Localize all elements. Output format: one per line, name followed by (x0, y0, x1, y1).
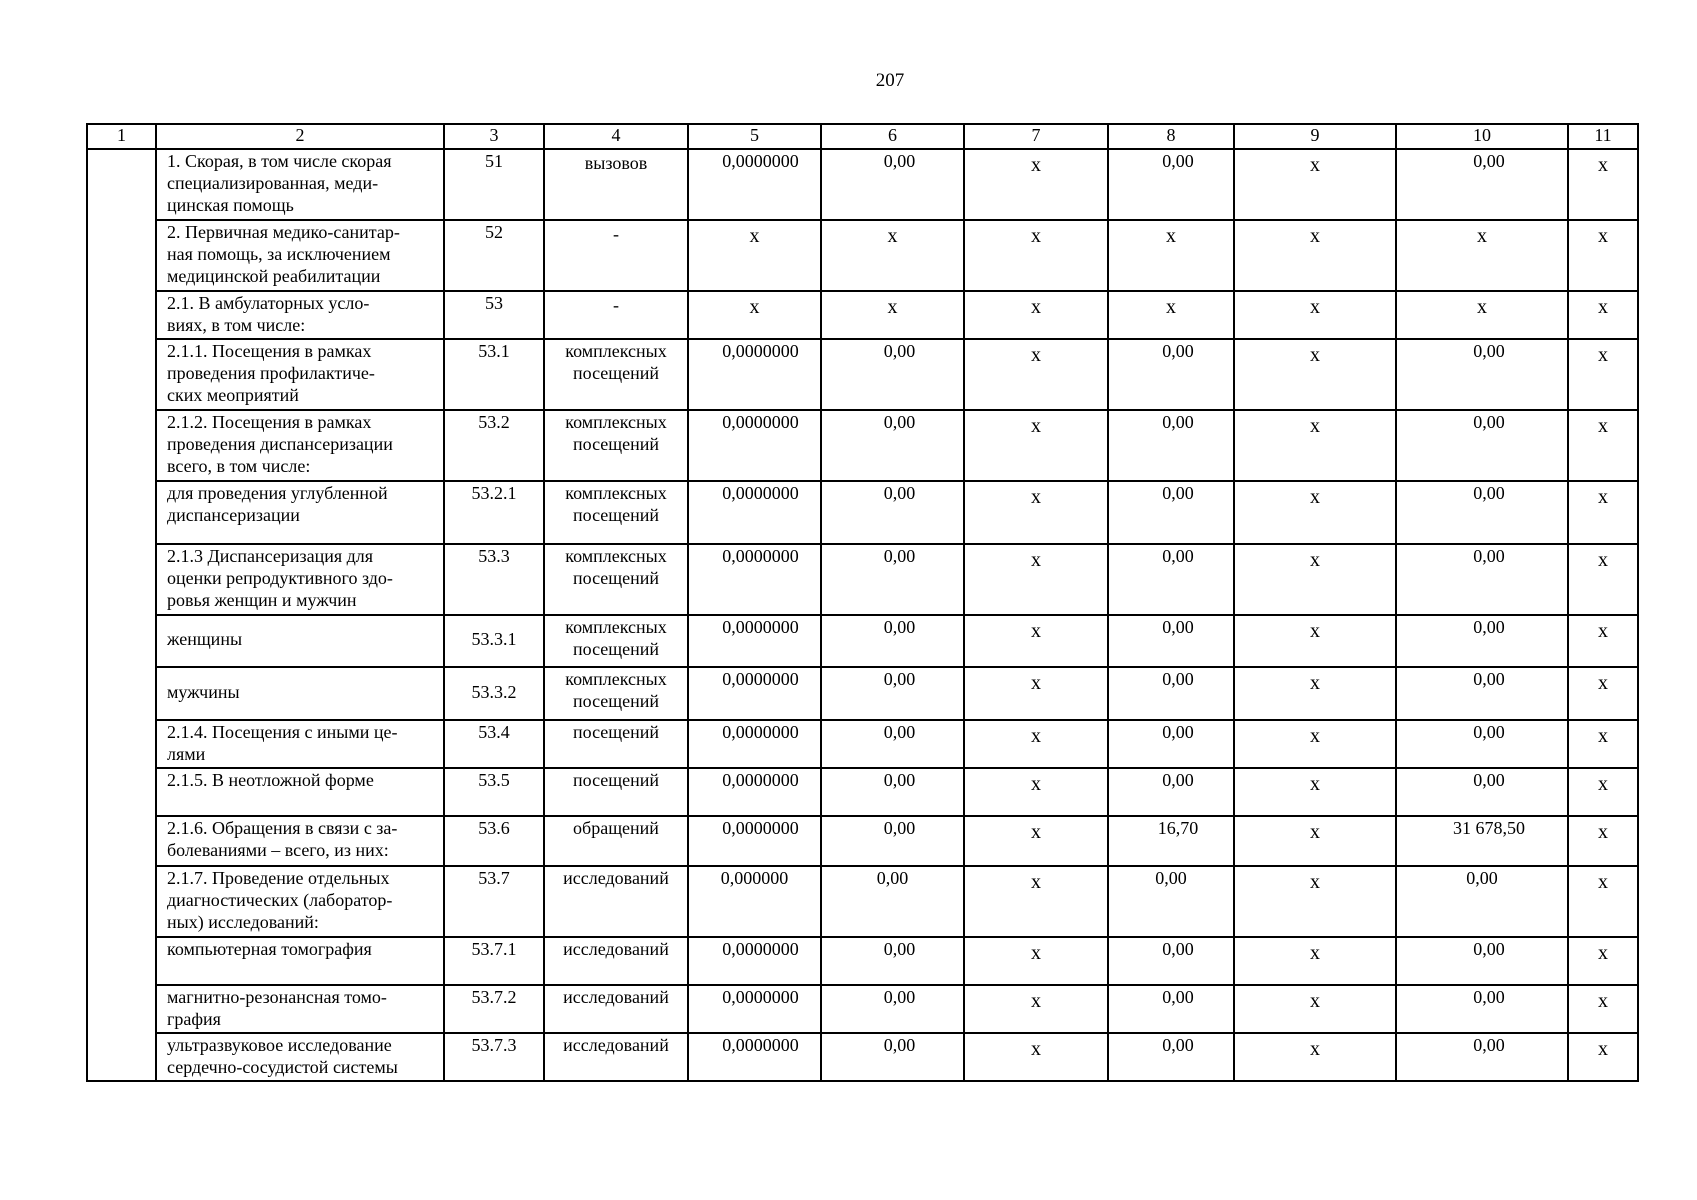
service-name-line: диагностических (лаборатор- (167, 890, 393, 910)
service-name-line: виях, в том числе: (167, 315, 306, 335)
service-name-line: 2.1. В амбулаторных усло- (167, 293, 370, 313)
value-cell-6: 0,00 (821, 768, 964, 816)
value-cell-8: 0,00 (1108, 339, 1234, 410)
value-cell-11: х (1568, 291, 1638, 339)
column-header-6: 6 (821, 124, 964, 149)
service-name-cell (156, 866, 444, 937)
value-cell-7: х (964, 667, 1108, 720)
unit-cell (544, 339, 688, 410)
service-name-line: оценки репродуктивного здо- (167, 568, 393, 588)
unit-cell (544, 544, 688, 615)
value-cell-5: 0,0000000 (688, 937, 821, 985)
value-cell-9: х (1234, 720, 1396, 768)
row-code-cell: 53.7.1 (444, 937, 544, 985)
unit-line: исследований (563, 987, 669, 1007)
row-code-cell: 53.4 (444, 720, 544, 768)
value-cell-8: х (1108, 291, 1234, 339)
value-cell-5: 0,0000000 (688, 985, 821, 1033)
value-cell-6: 0,00 (821, 481, 964, 544)
value-cell-7: х (964, 816, 1108, 866)
table-row (87, 866, 1638, 937)
service-name-cell (156, 1033, 444, 1081)
value-cell-5: 0,0000000 (688, 768, 821, 816)
table-row (87, 667, 1638, 720)
row-code-cell: 53.7 (444, 866, 544, 937)
value-cell-7: х (964, 291, 1108, 339)
table-row (87, 1033, 1638, 1081)
service-name-cell (156, 291, 444, 339)
value-cell-8: 0,00 (1108, 481, 1234, 544)
value-cell-9: х (1234, 866, 1396, 937)
value-cell-8: 0,00 (1108, 149, 1234, 220)
row-code-cell: 51 (444, 149, 544, 220)
value-cell-5: 0,0000000 (688, 1033, 821, 1081)
unit-line: комплексных (565, 341, 667, 361)
unit-cell (544, 667, 688, 720)
value-cell-6: 0,00 (821, 615, 964, 667)
value-cell-11: х (1568, 339, 1638, 410)
service-name-cell (156, 149, 444, 220)
value-cell-11: х (1568, 866, 1638, 937)
value-cell-5: х (688, 220, 821, 291)
value-cell-10: 0,00 (1396, 410, 1568, 481)
value-cell-11: х (1568, 720, 1638, 768)
value-cell-9: х (1234, 339, 1396, 410)
service-name-line: диспансеризации (167, 505, 300, 525)
row-code-cell: 53.3.2 (444, 667, 544, 720)
row-code-cell: 52 (444, 220, 544, 291)
value-cell-8: 0,00 (1108, 985, 1234, 1033)
value-cell-11: х (1568, 937, 1638, 985)
unit-cell (544, 615, 688, 667)
service-name-line: лями (167, 744, 206, 764)
value-cell-7: х (964, 544, 1108, 615)
table-row (87, 985, 1638, 1033)
service-name-cell (156, 720, 444, 768)
row-code-cell: 53.2 (444, 410, 544, 481)
service-name-line: 2.1.7. Проведение отдельных (167, 868, 390, 888)
service-name-cell (156, 481, 444, 544)
table-header (87, 124, 1638, 149)
value-cell-7: х (964, 866, 1108, 937)
column-header-8: 8 (1108, 124, 1234, 149)
value-cell-9: х (1234, 481, 1396, 544)
value-cell-5: 0,0000000 (688, 410, 821, 481)
column-header-10: 10 (1396, 124, 1568, 149)
value-cell-5: х (688, 291, 821, 339)
table-row (87, 615, 1638, 667)
service-name-line: 1. Скорая, в том числе скорая (167, 151, 392, 171)
service-name-line: 2. Первичная медико-санитар- (167, 222, 400, 242)
table-row (87, 720, 1638, 768)
column-header-9: 9 (1234, 124, 1396, 149)
unit-cell (544, 985, 688, 1033)
column-header-4: 4 (544, 124, 688, 149)
table-row (87, 339, 1638, 410)
value-cell-10: 31 678,50 (1396, 816, 1568, 866)
value-cell-10: 0,00 (1396, 768, 1568, 816)
value-cell-7: х (964, 768, 1108, 816)
service-name-line: компьютерная томография (167, 939, 372, 959)
unit-line: посещений (572, 691, 660, 711)
row-code-cell: 53.3.1 (444, 615, 544, 667)
value-cell-5: 0,0000000 (688, 816, 821, 866)
column-header-1: 1 (87, 124, 156, 149)
value-cell-6: 0,00 (821, 149, 964, 220)
unit-line: исследований (563, 868, 669, 888)
service-name-line: графия (167, 1009, 221, 1029)
value-cell-7: х (964, 985, 1108, 1033)
value-cell-10: 0,00 (1396, 339, 1568, 410)
table-row (87, 149, 1638, 220)
value-cell-9: х (1234, 149, 1396, 220)
table-row (87, 816, 1638, 866)
value-cell-10: х (1396, 291, 1568, 339)
unit-line: посещений (572, 722, 660, 742)
service-name-line: 2.1.3 Диспансеризация для (167, 546, 374, 566)
unit-line: посещений (572, 434, 660, 454)
unit-line: исследований (563, 1035, 669, 1055)
unit-cell (544, 1033, 688, 1081)
service-name-line: специализированная, меди- (167, 173, 379, 193)
row-code-cell: 53.7.3 (444, 1033, 544, 1081)
value-cell-8: 0,00 (1108, 768, 1234, 816)
table-row (87, 544, 1638, 615)
table-row (87, 768, 1638, 816)
row-code-cell: 53.7.2 (444, 985, 544, 1033)
value-cell-8: 0,00 (1108, 667, 1234, 720)
service-name-line: сердечно-сосудистой системы (167, 1057, 398, 1077)
value-cell-9: х (1234, 816, 1396, 866)
service-name-line: болеваниями – всего, из них: (167, 840, 389, 860)
value-cell-9: х (1234, 410, 1396, 481)
value-cell-8: 0,00 (1108, 720, 1234, 768)
value-cell-8: 0,00 (1108, 866, 1234, 937)
value-cell-5: 0,0000000 (688, 544, 821, 615)
value-cell-11: х (1568, 149, 1638, 220)
value-cell-6: 0,00 (821, 410, 964, 481)
value-cell-7: х (964, 339, 1108, 410)
column-header-2: 2 (156, 124, 444, 149)
service-name-line: 2.1.5. В неотложной форме (167, 770, 374, 790)
value-cell-9: х (1234, 220, 1396, 291)
service-name-cell (156, 768, 444, 816)
unit-line: комплексных (565, 617, 667, 637)
value-cell-11: х (1568, 544, 1638, 615)
value-cell-11: х (1568, 667, 1638, 720)
value-cell-7: х (964, 410, 1108, 481)
row-code-cell: 53.3 (444, 544, 544, 615)
value-cell-11: х (1568, 768, 1638, 816)
value-cell-7: х (964, 1033, 1108, 1081)
unit-line: посещений (572, 770, 660, 790)
value-cell-7: х (964, 615, 1108, 667)
value-cell-9: х (1234, 937, 1396, 985)
table-row (87, 291, 1638, 339)
unit-cell (544, 937, 688, 985)
value-cell-9: х (1234, 985, 1396, 1033)
service-name-line: для проведения углубленной (167, 483, 388, 503)
table-body (87, 149, 1638, 1081)
value-cell-10: 0,00 (1396, 937, 1568, 985)
value-cell-6: 0,00 (821, 1033, 964, 1081)
value-cell-8: 0,00 (1108, 615, 1234, 667)
service-name-cell (156, 667, 444, 720)
unit-cell (544, 220, 688, 291)
service-name-line: ультразвуковое исследование (167, 1035, 392, 1055)
service-name-cell (156, 816, 444, 866)
unit-cell (544, 481, 688, 544)
value-cell-9: х (1234, 291, 1396, 339)
service-name-line: 2.1.6. Обращения в связи с за- (167, 818, 398, 838)
value-cell-6: 0,00 (821, 985, 964, 1033)
value-cell-11: х (1568, 816, 1638, 866)
value-cell-10: х (1396, 220, 1568, 291)
value-cell-10: 0,00 (1396, 985, 1568, 1033)
service-name-cell (156, 544, 444, 615)
unit-cell (544, 720, 688, 768)
unit-line: вызовов (584, 153, 648, 173)
unit-line: комплексных (565, 669, 667, 689)
value-cell-9: х (1234, 615, 1396, 667)
value-cell-6: 0,00 (821, 816, 964, 866)
service-name-line: мужчины (167, 681, 240, 702)
unit-line: исследований (563, 939, 669, 959)
service-name-line: цинская помощь (167, 195, 294, 215)
service-name-line: ровья женщин и мужчин (167, 590, 357, 610)
value-cell-6: 0,00 (821, 866, 964, 937)
value-cell-6: 0,00 (821, 544, 964, 615)
value-cell-10: 0,00 (1396, 1033, 1568, 1081)
value-cell-11: х (1568, 481, 1638, 544)
value-cell-8: 0,00 (1108, 1033, 1234, 1081)
value-cell-5: 0,0000000 (688, 149, 821, 220)
page-number: 207 (875, 70, 905, 91)
value-cell-7: х (964, 481, 1108, 544)
value-cell-5: 0,0000000 (688, 667, 821, 720)
value-cell-7: х (964, 149, 1108, 220)
row-code-cell: 53.2.1 (444, 481, 544, 544)
service-name-line: ных) исследований: (167, 912, 319, 932)
value-cell-7: х (964, 937, 1108, 985)
unit-cell (544, 816, 688, 866)
service-name-line: проведения профилактиче- (167, 363, 375, 383)
value-cell-10: 0,00 (1396, 544, 1568, 615)
value-cell-10: 0,00 (1396, 667, 1568, 720)
unit-cell (544, 149, 688, 220)
table-row (87, 937, 1638, 985)
value-cell-10: 0,00 (1396, 866, 1568, 937)
unit-line: посещений (572, 639, 660, 659)
unit-cell (544, 410, 688, 481)
row-code-cell: 53.6 (444, 816, 544, 866)
value-cell-8: 0,00 (1108, 937, 1234, 985)
value-cell-8: 0,00 (1108, 410, 1234, 481)
value-cell-8: х (1108, 220, 1234, 291)
value-cell-9: х (1234, 1033, 1396, 1081)
service-name-cell (156, 615, 444, 667)
unit-cell (544, 291, 688, 339)
value-cell-6: 0,00 (821, 720, 964, 768)
value-cell-8: 0,00 (1108, 544, 1234, 615)
value-cell-5: 0,0000000 (688, 615, 821, 667)
service-name-cell (156, 985, 444, 1033)
row-group-cell (87, 149, 156, 1081)
unit-line: комплексных (565, 546, 667, 566)
value-cell-6: 0,00 (821, 339, 964, 410)
service-name-cell (156, 339, 444, 410)
table-row (87, 220, 1638, 291)
value-cell-10: 0,00 (1396, 481, 1568, 544)
value-cell-9: х (1234, 768, 1396, 816)
column-header-3: 3 (444, 124, 544, 149)
unit-line: - (613, 295, 619, 315)
value-cell-11: х (1568, 220, 1638, 291)
value-cell-5: 0,0000000 (688, 481, 821, 544)
service-name-line: ная помощь, за исключением (167, 244, 391, 264)
table-row (87, 481, 1638, 544)
service-name-cell (156, 220, 444, 291)
value-cell-9: х (1234, 544, 1396, 615)
service-name-line: 2.1.4. Посещения с иными це- (167, 722, 398, 742)
service-name-line: магнитно-резонансная томо- (167, 987, 387, 1007)
service-name-line: медицинской реабилитации (167, 266, 381, 286)
table-row (87, 410, 1638, 481)
column-header-7: 7 (964, 124, 1108, 149)
value-cell-11: х (1568, 985, 1638, 1033)
unit-cell (544, 768, 688, 816)
value-cell-10: 0,00 (1396, 720, 1568, 768)
value-cell-11: х (1568, 615, 1638, 667)
unit-line: обращений (573, 818, 659, 838)
unit-line: - (613, 224, 619, 244)
value-cell-9: х (1234, 667, 1396, 720)
value-cell-10: 0,00 (1396, 149, 1568, 220)
service-name-cell (156, 937, 444, 985)
value-cell-7: х (964, 720, 1108, 768)
column-header-5: 5 (688, 124, 821, 149)
unit-line: посещений (572, 568, 660, 588)
service-name-line: 2.1.1. Посещения в рамках (167, 341, 372, 361)
data-table (86, 123, 1639, 1082)
value-cell-8: 16,70 (1108, 816, 1234, 866)
unit-line: посещений (572, 363, 660, 383)
service-name-cell (156, 410, 444, 481)
value-cell-11: х (1568, 1033, 1638, 1081)
unit-line: посещений (572, 505, 660, 525)
value-cell-6: х (821, 220, 964, 291)
row-code-cell: 53.5 (444, 768, 544, 816)
row-code-cell: 53.1 (444, 339, 544, 410)
value-cell-10: 0,00 (1396, 615, 1568, 667)
value-cell-11: х (1568, 410, 1638, 481)
value-cell-7: х (964, 220, 1108, 291)
column-header-11: 11 (1568, 124, 1638, 149)
row-code-cell: 53 (444, 291, 544, 339)
value-cell-5: 0,0000000 (688, 720, 821, 768)
service-name-line: женщины (167, 629, 243, 649)
service-name-line: ских меоприятий (167, 385, 299, 405)
value-cell-5: 0,0000000 (688, 339, 821, 410)
service-name-line: 2.1.2. Посещения в рамках (167, 412, 372, 432)
unit-cell (544, 866, 688, 937)
service-name-line: всего, в том числе: (167, 456, 311, 476)
service-name-line: проведения диспансеризации (167, 434, 393, 454)
unit-line: комплексных (565, 412, 667, 432)
value-cell-6: 0,00 (821, 937, 964, 985)
unit-line: комплексных (565, 483, 667, 503)
value-cell-5: 0,000000 (688, 866, 821, 937)
value-cell-6: 0,00 (821, 667, 964, 720)
value-cell-6: х (821, 291, 964, 339)
